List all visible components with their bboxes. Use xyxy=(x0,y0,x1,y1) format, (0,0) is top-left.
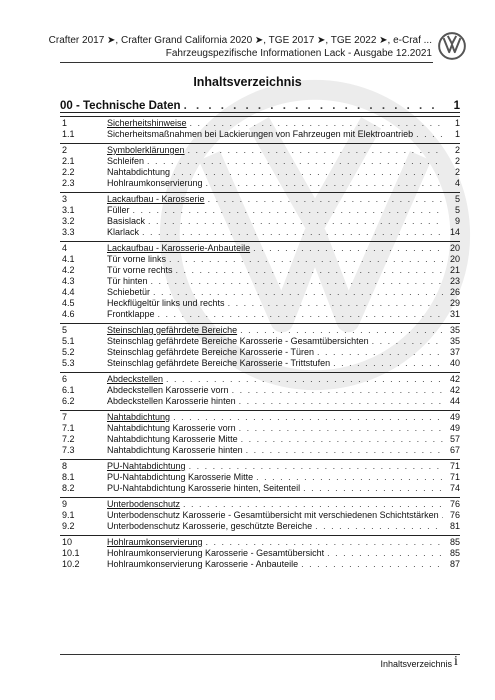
entry-title: Klarlack xyxy=(107,227,140,237)
dot-leader xyxy=(256,472,443,483)
dot-leader xyxy=(253,243,443,254)
dot-leader xyxy=(176,265,443,276)
dot-leader xyxy=(190,118,443,129)
entry-title: Lackaufbau - Karosserie xyxy=(107,194,205,204)
dot-leader xyxy=(327,548,443,559)
dot-leader xyxy=(372,336,443,347)
entry-number: 4.6 xyxy=(62,309,75,319)
entry-title: Tür hinten xyxy=(107,276,148,286)
entry-title: Hohlraumkonservierung Karosserie - Anbauteile xyxy=(107,559,299,569)
dot-leader xyxy=(166,374,443,385)
entry-page: 49 xyxy=(449,412,460,422)
entry-page: 42 xyxy=(449,385,460,395)
entry-number: 10 xyxy=(62,537,73,547)
entry-title: Nahtabdichtung Karosserie vorn xyxy=(107,423,236,433)
toc-entry[interactable] xyxy=(60,559,460,570)
entry-number: 9 xyxy=(62,499,68,509)
header-models: Crafter 2017 ➤, Crafter Grand California 2020 ➤, TGE 2017 ➤, TGE 2022 ➤, e-Craf ... xyxy=(48,35,432,46)
dot-leader xyxy=(232,385,443,396)
dot-leader xyxy=(151,276,443,287)
entry-number: 5 xyxy=(62,325,68,335)
dot-leader xyxy=(148,216,443,227)
entry-page: 2 xyxy=(454,156,460,166)
table-of-contents xyxy=(60,94,460,570)
dot-leader xyxy=(206,178,443,189)
entry-title: Steinschlag gefährdete Bereiche Karosserie - Türen xyxy=(107,347,314,357)
entry-page: 76 xyxy=(449,499,460,509)
entry-title: Frontklappe xyxy=(107,309,155,319)
entry-title: PU-Nahtabdichtung Karosserie hinten, Seitenteil xyxy=(107,483,301,493)
entry-page: 71 xyxy=(449,461,460,471)
entry-title: Unterbodenschutz Karosserie - Gesamtübersicht mit verschiedenen Schichtstärken xyxy=(107,510,439,520)
entry-page: 2 xyxy=(454,145,460,155)
toc-section[interactable] xyxy=(60,535,460,548)
toc-entry[interactable] xyxy=(60,434,460,445)
dot-leader xyxy=(208,194,443,205)
entry-page: 20 xyxy=(449,254,460,264)
toc-section[interactable] xyxy=(60,459,460,472)
entry-page: 5 xyxy=(454,205,460,215)
page-title: Inhaltsverzeichnis xyxy=(193,75,302,89)
footer-page-number: i xyxy=(454,654,458,669)
entry-page: 29 xyxy=(449,298,460,308)
entry-number: 7.2 xyxy=(62,434,75,444)
dot-leader xyxy=(133,205,443,216)
entry-page: 49 xyxy=(449,423,460,433)
entry-page: 2 xyxy=(454,167,460,177)
entry-number: 6.2 xyxy=(62,396,75,406)
entry-page: 14 xyxy=(449,227,460,237)
entry-number: 10.1 xyxy=(62,548,80,558)
entry-page: 67 xyxy=(449,445,460,455)
entry-page: 57 xyxy=(449,434,460,444)
toc-entry[interactable] xyxy=(60,396,460,407)
entry-page: 20 xyxy=(449,243,460,253)
entry-title: Symbolerklärungen xyxy=(107,145,185,155)
toc-entry[interactable] xyxy=(60,216,460,227)
dot-leader xyxy=(169,254,443,265)
dot-leader xyxy=(239,423,443,434)
dot-leader xyxy=(206,537,443,548)
dot-leader xyxy=(158,309,443,320)
entry-number: 3.3 xyxy=(62,227,75,237)
entry-title: Abdeckstellen xyxy=(107,374,164,384)
chapter-label: 00 - Technische Daten xyxy=(60,100,181,112)
dot-leader xyxy=(153,287,443,298)
entry-number: 4.2 xyxy=(62,265,75,275)
toc-entry[interactable] xyxy=(60,385,460,396)
entry-page: 21 xyxy=(449,265,460,275)
entry-title: Nahtabdichtung xyxy=(107,412,171,422)
toc-entry[interactable] xyxy=(60,178,460,189)
dot-leader xyxy=(241,434,443,445)
entry-number: 10.2 xyxy=(62,559,80,569)
toc-section[interactable] xyxy=(60,143,460,156)
toc-section[interactable] xyxy=(60,323,460,336)
entry-page: 87 xyxy=(449,559,460,569)
entry-title: Hohlraumkonservierung Karosserie - Gesamtübersicht xyxy=(107,548,325,558)
entry-number: 4.1 xyxy=(62,254,75,264)
footer-label: Inhaltsverzeichnis xyxy=(380,659,452,669)
entry-page: 31 xyxy=(449,309,460,319)
toc-entry[interactable] xyxy=(60,254,460,265)
header-rule xyxy=(60,62,433,63)
entry-title: Unterbodenschutz xyxy=(107,499,181,509)
toc-entry[interactable] xyxy=(60,336,460,347)
toc-section[interactable] xyxy=(60,241,460,254)
entry-number: 3 xyxy=(62,194,68,204)
entry-number: 8.2 xyxy=(62,483,75,493)
entry-number: 5.1 xyxy=(62,336,75,346)
toc-entry[interactable] xyxy=(60,129,460,140)
entry-number: 3.2 xyxy=(62,216,75,226)
dot-leader xyxy=(183,499,443,510)
chapter-page: 1 xyxy=(453,100,460,112)
entry-title: Steinschlag gefährdete Bereiche Karosserie - Gesamtübersichten xyxy=(107,336,369,346)
toc-entry[interactable] xyxy=(60,358,460,369)
toc-entries xyxy=(60,116,460,570)
entry-page: 74 xyxy=(449,483,460,493)
dot-leader xyxy=(333,358,443,369)
dot-leader xyxy=(317,347,443,358)
toc-entry[interactable] xyxy=(60,276,460,287)
entry-page: 81 xyxy=(449,521,460,531)
dot-leader xyxy=(303,483,443,494)
entry-number: 1 xyxy=(62,118,68,128)
dot-leader xyxy=(188,145,443,156)
entry-number: 9.1 xyxy=(62,510,75,520)
entry-page: 85 xyxy=(449,548,460,558)
entry-number: 3.1 xyxy=(62,205,75,215)
entry-number: 1.1 xyxy=(62,129,75,139)
entry-page: 4 xyxy=(454,178,460,188)
entry-number: 9.2 xyxy=(62,521,75,531)
toc-entry[interactable] xyxy=(60,548,460,559)
entry-page: 76 xyxy=(449,510,460,520)
toc-entry[interactable] xyxy=(60,472,460,483)
entry-number: 4 xyxy=(62,243,68,253)
dot-leader xyxy=(173,167,443,178)
entry-title: Hohlraumkonservierung xyxy=(107,537,203,547)
entry-number: 7.1 xyxy=(62,423,75,433)
entry-title: Lackaufbau - Karosserie-Anbauteile xyxy=(107,243,251,253)
toc-entry[interactable] xyxy=(60,167,460,178)
entry-number: 2.3 xyxy=(62,178,75,188)
toc-entry[interactable] xyxy=(60,483,460,494)
entry-title: Sicherheitsmaßnahmen bei Lackierungen von Fahrzeugen mit Elektroantrieb xyxy=(107,129,414,139)
entry-page: 42 xyxy=(449,374,460,384)
toc-entry[interactable] xyxy=(60,205,460,216)
entry-title: Schiebetür xyxy=(107,287,151,297)
entry-page: 44 xyxy=(449,396,460,406)
dot-leader xyxy=(442,510,443,521)
entry-title: Heckflügeltür links und rechts xyxy=(107,298,225,308)
entry-page: 5 xyxy=(454,194,460,204)
entry-number: 4.4 xyxy=(62,287,75,297)
entry-title: Füller xyxy=(107,205,130,215)
entry-number: 4.5 xyxy=(62,298,75,308)
entry-title: Nahtabdichtung Karosserie hinten xyxy=(107,445,243,455)
entry-number: 8.1 xyxy=(62,472,75,482)
entry-title: Sicherheitshinweise xyxy=(107,118,187,128)
toc-entry[interactable] xyxy=(60,445,460,456)
entry-page: 26 xyxy=(449,287,460,297)
entry-page: 71 xyxy=(449,472,460,482)
dot-leader xyxy=(246,445,443,456)
dot-leader xyxy=(142,227,443,238)
entry-title: Steinschlag gefährdete Bereiche xyxy=(107,325,238,335)
entry-page: 1 xyxy=(454,118,460,128)
dot-leader xyxy=(173,412,443,423)
entry-title: Unterbodenschutz Karosserie, geschützte Bereiche xyxy=(107,521,313,531)
dot-leader xyxy=(239,396,443,407)
entry-title: PU-Nahtabdichtung xyxy=(107,461,186,471)
entry-number: 6.1 xyxy=(62,385,75,395)
toc-section[interactable] xyxy=(60,372,460,385)
entry-page: 1 xyxy=(454,129,460,139)
entry-number: 7 xyxy=(62,412,68,422)
entry-number: 2.2 xyxy=(62,167,75,177)
entry-number: 8 xyxy=(62,461,68,471)
dot-leader xyxy=(416,129,443,140)
dot-leader xyxy=(184,100,443,112)
header-subtitle: Fahrzeugspezifische Informationen Lack - Ausgabe 12.2021 xyxy=(165,48,432,59)
entry-number: 2.1 xyxy=(62,156,75,166)
toc-entry[interactable] xyxy=(60,227,460,238)
toc-entry[interactable] xyxy=(60,156,460,167)
toc-entry[interactable] xyxy=(60,287,460,298)
toc-section[interactable] xyxy=(60,497,460,510)
entry-page: 9 xyxy=(454,216,460,226)
entry-title: Abdeckstellen Karosserie hinten xyxy=(107,396,236,406)
entry-number: 5.2 xyxy=(62,347,75,357)
entry-page: 35 xyxy=(449,336,460,346)
entry-number: 6 xyxy=(62,374,68,384)
toc-section[interactable] xyxy=(60,192,460,205)
entry-title: Hohlraumkonservierung xyxy=(107,178,203,188)
entry-title: Tür vorne links xyxy=(107,254,167,264)
entry-number: 4.3 xyxy=(62,276,75,286)
document-header xyxy=(0,34,432,60)
entry-page: 23 xyxy=(449,276,460,286)
toc-entry[interactable] xyxy=(60,298,460,309)
dot-leader xyxy=(189,461,443,472)
entry-title: Abdeckstellen Karosserie vorn xyxy=(107,385,229,395)
entry-page: 85 xyxy=(449,537,460,547)
toc-entry[interactable] xyxy=(60,510,460,521)
footer-rule xyxy=(60,654,460,655)
toc-entry[interactable] xyxy=(60,423,460,434)
entry-title: Schleifen xyxy=(107,156,145,166)
entry-page: 40 xyxy=(449,358,460,368)
entry-number: 7.3 xyxy=(62,445,75,455)
entry-number: 2 xyxy=(62,145,68,155)
dot-leader xyxy=(301,559,443,570)
toc-entry[interactable] xyxy=(60,309,460,320)
entry-title: Nahtabdichtung xyxy=(107,167,171,177)
entry-number: 5.3 xyxy=(62,358,75,368)
toc-entry[interactable] xyxy=(60,521,460,532)
vw-logo-icon xyxy=(438,32,466,60)
toc-section[interactable] xyxy=(60,410,460,423)
toc-section[interactable] xyxy=(60,116,460,129)
dot-leader xyxy=(240,325,443,336)
entry-title: Steinschlag gefährdete Bereiche Karosserie - Trittstufen xyxy=(107,358,331,368)
entry-title: Tür vorne rechts xyxy=(107,265,173,275)
entry-page: 35 xyxy=(449,325,460,335)
dot-leader xyxy=(228,298,443,309)
entry-page: 37 xyxy=(449,347,460,357)
entry-title: Basislack xyxy=(107,216,146,226)
dot-leader xyxy=(147,156,443,167)
toc-entry[interactable] xyxy=(60,347,460,358)
chapter-heading[interactable] xyxy=(60,94,460,113)
entry-title: PU-Nahtabdichtung Karosserie Mitte xyxy=(107,472,254,482)
entry-title: Nahtabdichtung Karosserie Mitte xyxy=(107,434,238,444)
toc-entry[interactable] xyxy=(60,265,460,276)
dot-leader xyxy=(315,521,443,532)
